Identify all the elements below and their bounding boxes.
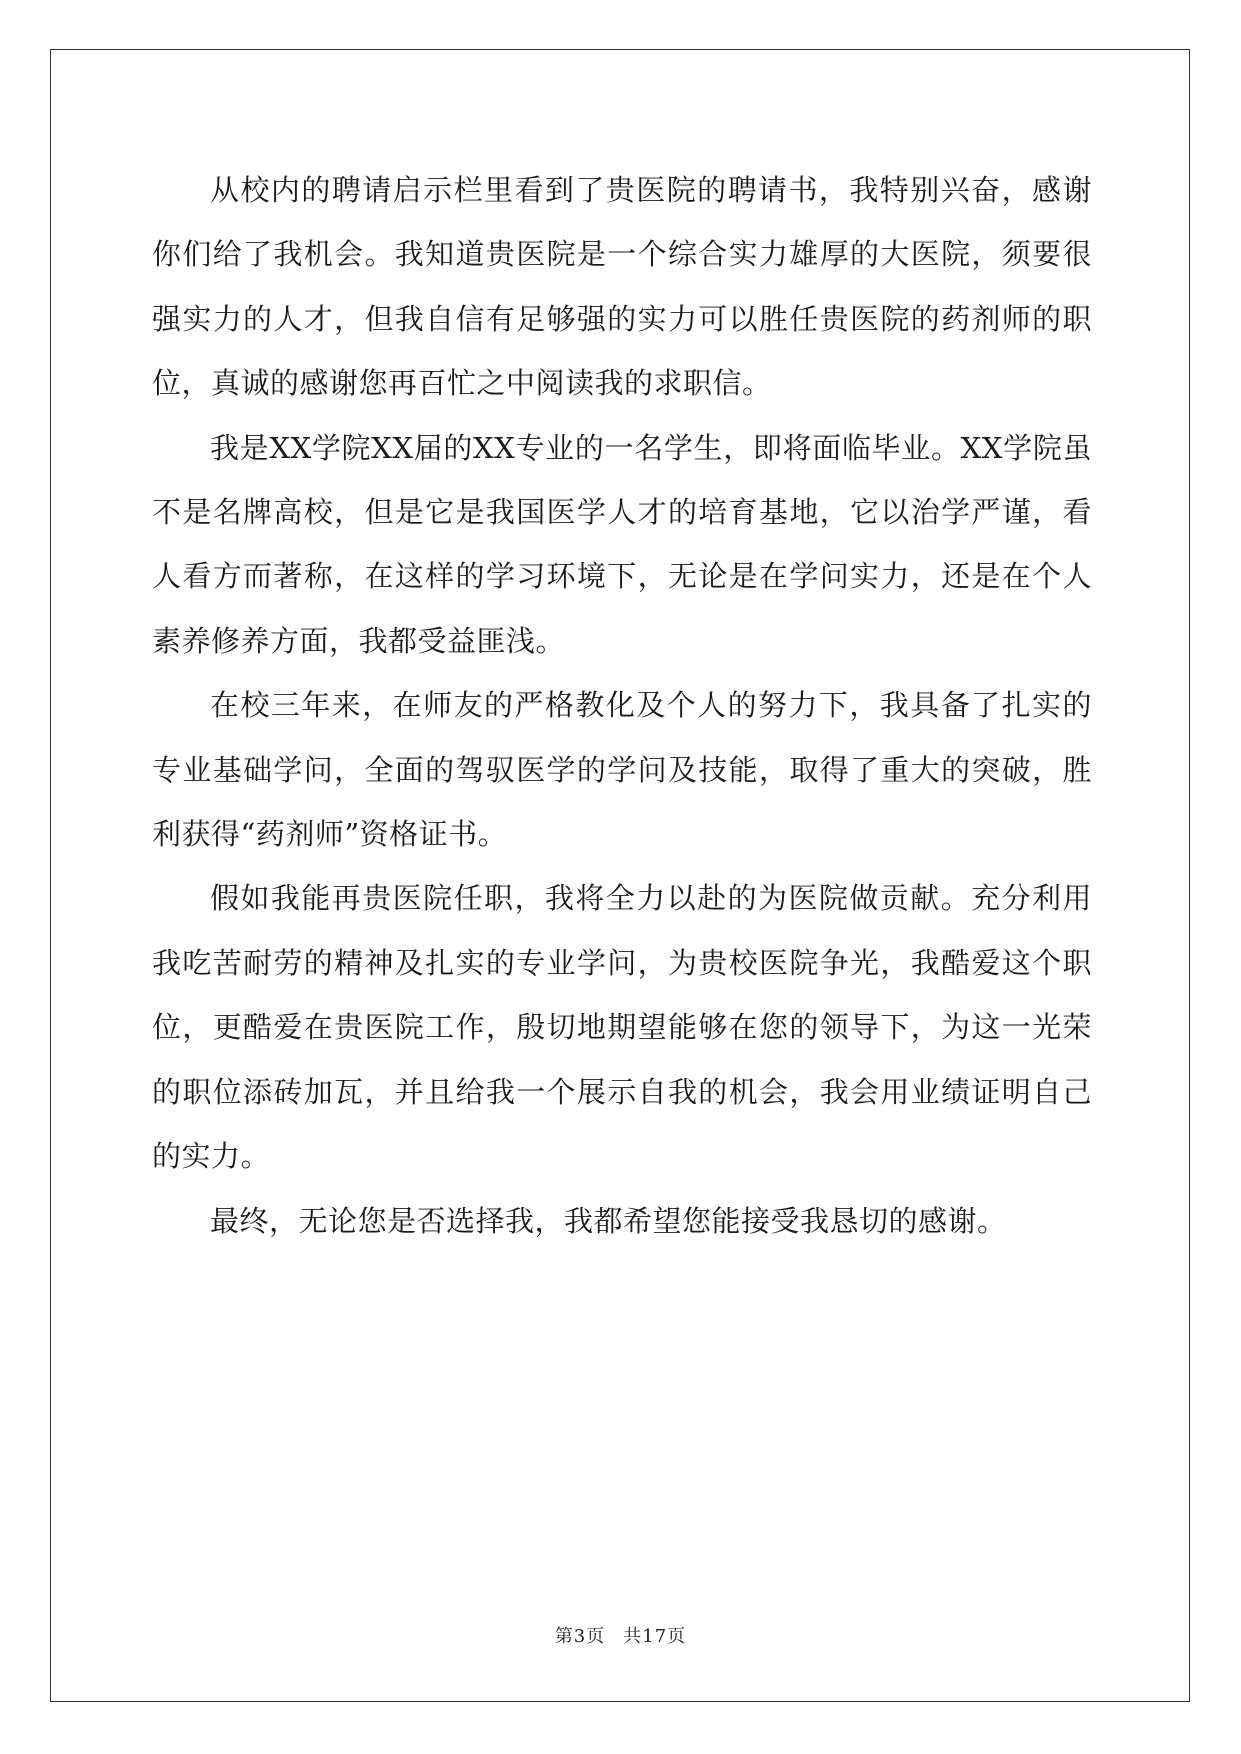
paragraph-2: 我是XX学院XX届的XX专业的一名学生，即将面临毕业。XX学院虽不是名牌高校，但是它是我国医学人才的培育基地，它以治学严谨，看人看方而著称，在这样的学习环境下，无论是在学问实力，还是在个人素养修养方面，我都受益匪浅。 <box>152 430 1092 658</box>
page-number-total: 共17页 <box>623 1626 687 1647</box>
document-body <box>152 158 1092 1253</box>
paragraph-1: 从校内的聘请启示栏里看到了贵医院的聘请书，我特别兴奋，感谢你们给了我机会。我知道贵医院是一个综合实力雄厚的大医院，须要很强实力的人才，但我自信有足够强的实力可以胜任贵医院的药剂师的职位，真诚的感谢您再百忙之中阅读我的求职信。 <box>152 173 1092 401</box>
page-number-current: 第3页 <box>554 1626 606 1647</box>
paragraph-5: 最终，无论您是否选择我，我都希望您能接受我恳切的感谢。 <box>210 1203 1007 1238</box>
paragraph-3: 在校三年来，在师友的严格教化及个人的努力下，我具备了扎实的专业基础学问，全面的驾驭医学的学问及技能，取得了重大的突破，胜利获得“药剂师”资格证书。 <box>152 688 1092 852</box>
page-footer <box>0 1622 1241 1648</box>
paragraph-4: 假如我能再贵医院任职，我将全力以赴的为医院做贡献。充分利用我吃苦耐劳的精神及扎实的专业学问，为贵校医院争光，我酷爱这个职位，更酷爱在贵医院工作，殷切地期望能够在您的领导下，为这一光荣的职位添砖加瓦，并且给我一个展示自我的机会，我会用业绩证明自己的实力。 <box>152 881 1092 1174</box>
